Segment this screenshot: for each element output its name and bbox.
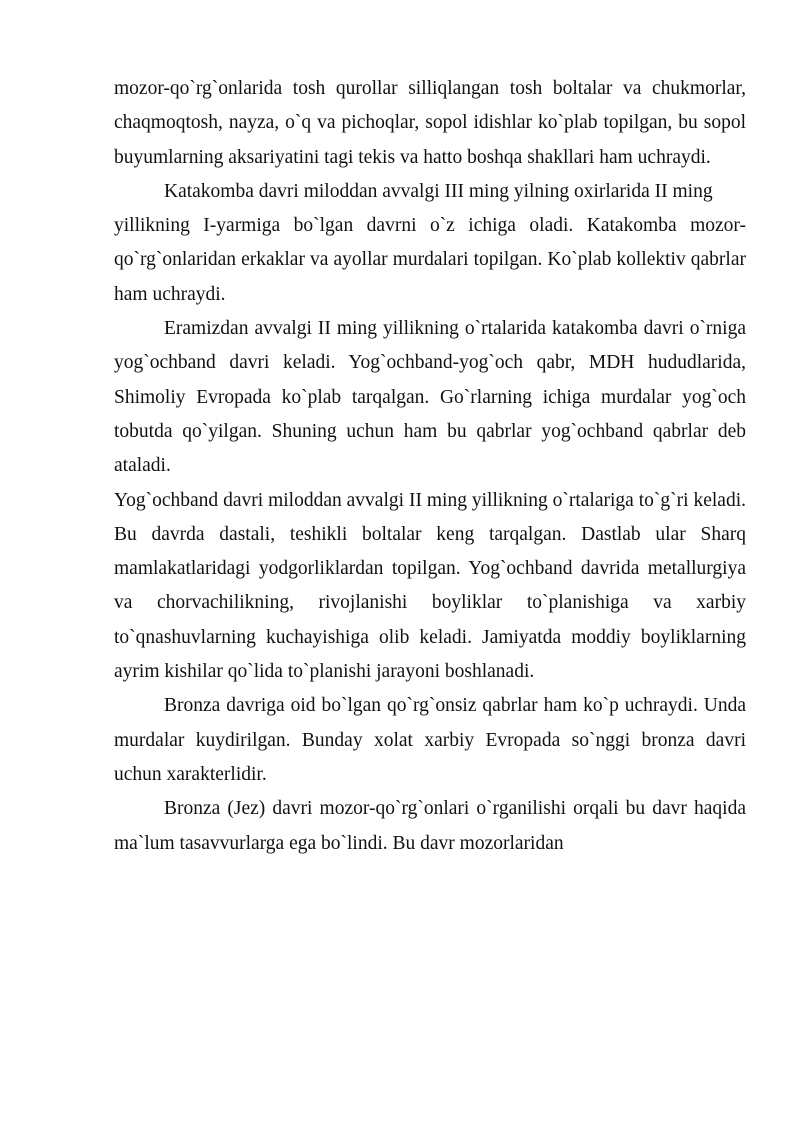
paragraph-yogochband-period: Yog`ochband davri miloddan avvalgi II ming yillikning o`rtalariga to`g`ri keladi. Bu davrda dastali, teshikli boltalar keng tarqalgan. Dastlab ular Sharq mamlakatlaridagi yodgorliklardan topilgan. Yog`ochband davrida metallurgiya va chorvachilikning, rivojlanishi boyliklar to`planishiga va xarbiy to`qnashuvlarning kuchayishiga olib keladi. Jamiyatda moddiy boyliklarning ayrim kishilar qo`lida to`planishi jarayoni boshlanadi. [114,489,746,683]
paragraph-yogochband-arrival: Eramizdan avvalgi II ming yillikning o`rtalarida katakomba davri o`rniga yog`ochband davri keladi. Yog`ochband-yog`och qabr, MDH hududlarida, Shimoliy Evropada ko`plab tarqalgan. Go`rlarning ichiga murdalar yog`och tobutda qo`yilgan. Shuning uchun ham bu qabrlar yog`ochband qabrlar deb ataladi. [114,318,746,477]
paragraph-katakomba-body: yillikning I-yarmiga bo`lgan davrni o`z ichiga oladi. Katakomba mozor-qo`rg`onlaridan erkaklar va ayollar murdalari topilgan. Ko`plab kollektiv qabrlar ham uchraydi. [114,215,746,305]
paragraph-bronze-mounds: Bronza (Jez) davri mozor-qo`rg`onlari o`rganilishi orqali bu davr haqida ma`lum tasavvurlarga ega bo`lindi. Bu davr mozorlaridan [114,798,746,854]
paragraph-bronze-graves: Bronza davriga oid bo`lgan qo`rg`onsiz qabrlar ham ko`p uchraydi. Unda murdalar kuydirilgan. Bunday xolat xarbiy Evropada so`nggi bronza davri uchun xarakterlidir. [114,695,746,785]
paragraph-katakomba-intro: Katakomba davri miloddan avvalgi III ming yilning oxirlarida II ming [164,180,713,202]
document-page [114,72,746,861]
paragraph-continuation: mozor-qo`rg`onlarida tosh qurollar silliqlangan tosh boltalar va chukmorlar, chaqmoqtosh, nayza, o`q va pichoqlar, sopol idishlar ko`plab topilgan, bu sopol buyumlarning aksariyatini tagi tekis va hatto boshqa shakllari ham uchraydi. [114,78,746,168]
